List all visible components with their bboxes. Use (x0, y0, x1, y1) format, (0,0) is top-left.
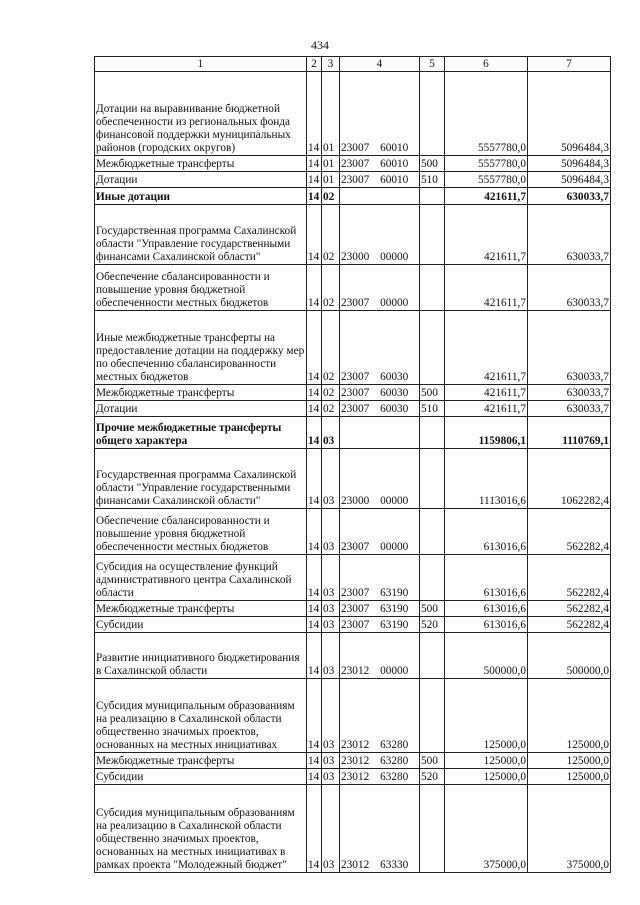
target-article-code: 23007 63190 (340, 555, 420, 601)
subsection-code: 02 (322, 265, 340, 311)
row-name: Государственная программа Сахалинской области "Управление государственными финансами Сахалинской области" (95, 449, 307, 509)
amount-year-2: 630033,7 (528, 311, 611, 385)
target-article-code: 23007 00000 (340, 509, 420, 555)
row-name: Субсидии (95, 769, 307, 785)
subsection-code: 02 (322, 311, 340, 385)
row-name: Государственная программа Сахалинской области "Управление государственными финансами Сахалинской области" (95, 205, 307, 265)
budget-table (94, 56, 611, 873)
row-name: Субсидия муниципальным образованиям на реализацию в Сахалинской области общественно значимых проектов, основанных на местных инициативах в рамках проекта "Молодежный бюджет" (95, 785, 307, 873)
amount-year-2: 500000,0 (528, 633, 611, 679)
expense-type-code (420, 449, 445, 509)
target-article-code: 23007 60010 (340, 72, 420, 156)
amount-year-1: 1113016,6 (445, 449, 528, 509)
column-header: 4 (340, 57, 420, 72)
amount-year-2: 375000,0 (528, 785, 611, 873)
section-code: 14 (307, 401, 322, 417)
section-code: 14 (307, 785, 322, 873)
expense-type-code: 500 (420, 601, 445, 617)
row-name: Обеспечение сбалансированности и повышение уровня бюджетной обеспеченности местных бюджетов (95, 265, 307, 311)
section-code: 14 (307, 753, 322, 769)
subsection-code: 03 (322, 601, 340, 617)
subsection-code: 03 (322, 633, 340, 679)
target-article-code: 23012 00000 (340, 633, 420, 679)
amount-year-1: 125000,0 (445, 753, 528, 769)
target-article-code: 23000 00000 (340, 205, 420, 265)
section-code: 14 (307, 205, 322, 265)
amount-year-1: 421611,7 (445, 188, 528, 205)
subsection-code: 03 (322, 753, 340, 769)
table-row (95, 188, 611, 205)
expense-type-code (420, 311, 445, 385)
table-row (95, 265, 611, 311)
column-header: 2 (307, 57, 322, 72)
amount-year-1: 125000,0 (445, 769, 528, 785)
row-name: Межбюджетные трансферты (95, 385, 307, 401)
amount-year-2: 125000,0 (528, 679, 611, 753)
expense-type-code: 510 (420, 401, 445, 417)
amount-year-2: 5096484,3 (528, 172, 611, 188)
target-article-code: 23007 60030 (340, 385, 420, 401)
amount-year-1: 5557780,0 (445, 72, 528, 156)
amount-year-1: 613016,6 (445, 601, 528, 617)
subsection-code: 03 (322, 555, 340, 601)
subsection-code: 02 (322, 188, 340, 205)
amount-year-1: 125000,0 (445, 679, 528, 753)
amount-year-1: 5557780,0 (445, 172, 528, 188)
section-code: 14 (307, 679, 322, 753)
row-name: Обеспечение сбалансированности и повышение уровня бюджетной обеспеченности местных бюджетов (95, 509, 307, 555)
amount-year-2: 5096484,3 (528, 156, 611, 172)
row-name: Дотации (95, 172, 307, 188)
amount-year-1: 375000,0 (445, 785, 528, 873)
amount-year-1: 421611,7 (445, 205, 528, 265)
subsection-code: 02 (322, 401, 340, 417)
section-code: 14 (307, 72, 322, 156)
table-row (95, 555, 611, 601)
row-name: Развитие инициативного бюджетирования в Сахалинской области (95, 633, 307, 679)
expense-type-code (420, 417, 445, 449)
amount-year-2: 562282,4 (528, 509, 611, 555)
table-header-row (95, 57, 611, 72)
amount-year-1: 1159806,1 (445, 417, 528, 449)
expense-type-code (420, 188, 445, 205)
section-code: 14 (307, 156, 322, 172)
target-article-code: 23012 63280 (340, 769, 420, 785)
amount-year-1: 421611,7 (445, 385, 528, 401)
row-name: Иные межбюджетные трансферты на предоставление дотации на поддержку мер по обеспечению сбалансированности местных бюджетов (95, 311, 307, 385)
row-name: Субсидия муниципальным образованиям на реализацию в Сахалинской области общественно значимых проектов, основанных на местных инициативах (95, 679, 307, 753)
amount-year-2: 1062282,4 (528, 449, 611, 509)
amount-year-1: 421611,7 (445, 265, 528, 311)
table-row (95, 72, 611, 156)
amount-year-1: 613016,6 (445, 509, 528, 555)
target-article-code: 23007 60010 (340, 156, 420, 172)
row-name: Иные дотации (95, 188, 307, 205)
target-article-code: 23007 60030 (340, 311, 420, 385)
amount-year-2: 562282,4 (528, 555, 611, 601)
amount-year-2: 630033,7 (528, 265, 611, 311)
amount-year-1: 5557780,0 (445, 156, 528, 172)
table-row (95, 679, 611, 753)
table-row (95, 401, 611, 417)
subsection-code: 02 (322, 385, 340, 401)
target-article-code: 23007 63190 (340, 601, 420, 617)
subsection-code: 03 (322, 617, 340, 633)
amount-year-2: 562282,4 (528, 617, 611, 633)
subsection-code: 01 (322, 172, 340, 188)
expense-type-code: 500 (420, 156, 445, 172)
section-code: 14 (307, 617, 322, 633)
section-code: 14 (307, 311, 322, 385)
table-row (95, 311, 611, 385)
amount-year-2: 630033,7 (528, 205, 611, 265)
target-article-code (340, 417, 420, 449)
target-article-code: 23012 63280 (340, 679, 420, 753)
row-name: Дотации на выравнивание бюджетной обеспеченности из региональных фонда финансовой поддержки муниципальных районов (городских округов) (95, 72, 307, 156)
subsection-code: 01 (322, 156, 340, 172)
section-code: 14 (307, 172, 322, 188)
section-code: 14 (307, 449, 322, 509)
subsection-code: 02 (322, 205, 340, 265)
expense-type-code: 520 (420, 769, 445, 785)
amount-year-2: 630033,7 (528, 188, 611, 205)
expense-type-code (420, 72, 445, 156)
table-row (95, 385, 611, 401)
expense-type-code (420, 555, 445, 601)
column-header: 5 (420, 57, 445, 72)
table-row (95, 769, 611, 785)
expense-type-code (420, 205, 445, 265)
expense-type-code (420, 679, 445, 753)
amount-year-2: 562282,4 (528, 601, 611, 617)
amount-year-1: 500000,0 (445, 633, 528, 679)
table-row (95, 172, 611, 188)
expense-type-code: 500 (420, 753, 445, 769)
row-name: Прочие межбюджетные трансферты общего характера (95, 417, 307, 449)
target-article-code: 23000 00000 (340, 449, 420, 509)
table-row (95, 617, 611, 633)
section-code: 14 (307, 385, 322, 401)
subsection-code: 03 (322, 769, 340, 785)
amount-year-1: 421611,7 (445, 311, 528, 385)
row-name: Межбюджетные трансферты (95, 601, 307, 617)
section-code: 14 (307, 265, 322, 311)
table-row (95, 785, 611, 873)
amount-year-2: 125000,0 (528, 753, 611, 769)
amount-year-2: 125000,0 (528, 769, 611, 785)
subsection-code: 03 (322, 785, 340, 873)
amount-year-1: 421611,7 (445, 401, 528, 417)
column-header: 7 (528, 57, 611, 72)
expense-type-code: 500 (420, 385, 445, 401)
column-header: 6 (445, 57, 528, 72)
row-name: Межбюджетные трансферты (95, 156, 307, 172)
amount-year-2: 630033,7 (528, 401, 611, 417)
subsection-code: 03 (322, 679, 340, 753)
subsection-code: 03 (322, 417, 340, 449)
row-name: Межбюджетные трансферты (95, 753, 307, 769)
subsection-code: 03 (322, 449, 340, 509)
amount-year-2: 630033,7 (528, 385, 611, 401)
target-article-code: 23007 60010 (340, 172, 420, 188)
target-article-code: 23012 63330 (340, 785, 420, 873)
target-article-code: 23007 60030 (340, 401, 420, 417)
table-row (95, 509, 611, 555)
target-article-code (340, 188, 420, 205)
section-code: 14 (307, 188, 322, 205)
amount-year-2: 5096484,3 (528, 72, 611, 156)
expense-type-code: 520 (420, 617, 445, 633)
table-row (95, 156, 611, 172)
table-row (95, 633, 611, 679)
expense-type-code (420, 509, 445, 555)
target-article-code: 23007 63190 (340, 617, 420, 633)
expense-type-code (420, 633, 445, 679)
table-row (95, 449, 611, 509)
section-code: 14 (307, 509, 322, 555)
subsection-code: 03 (322, 509, 340, 555)
section-code: 14 (307, 601, 322, 617)
section-code: 14 (307, 417, 322, 449)
table-row (95, 417, 611, 449)
amount-year-1: 613016,6 (445, 555, 528, 601)
section-code: 14 (307, 555, 322, 601)
column-header: 1 (95, 57, 307, 72)
section-code: 14 (307, 633, 322, 679)
target-article-code: 23007 00000 (340, 265, 420, 311)
amount-year-2: 1110769,1 (528, 417, 611, 449)
section-code: 14 (307, 769, 322, 785)
table-row (95, 601, 611, 617)
expense-type-code (420, 265, 445, 311)
row-name: Субсидии (95, 617, 307, 633)
column-header: 3 (322, 57, 340, 72)
row-name: Дотации (95, 401, 307, 417)
expense-type-code: 510 (420, 172, 445, 188)
amount-year-1: 613016,6 (445, 617, 528, 633)
table-row (95, 753, 611, 769)
target-article-code: 23012 63280 (340, 753, 420, 769)
subsection-code: 01 (322, 72, 340, 156)
table-row (95, 205, 611, 265)
page-number: 434 (311, 38, 329, 52)
row-name: Субсидия на осуществление функций административного центра Сахалинской области (95, 555, 307, 601)
expense-type-code (420, 785, 445, 873)
